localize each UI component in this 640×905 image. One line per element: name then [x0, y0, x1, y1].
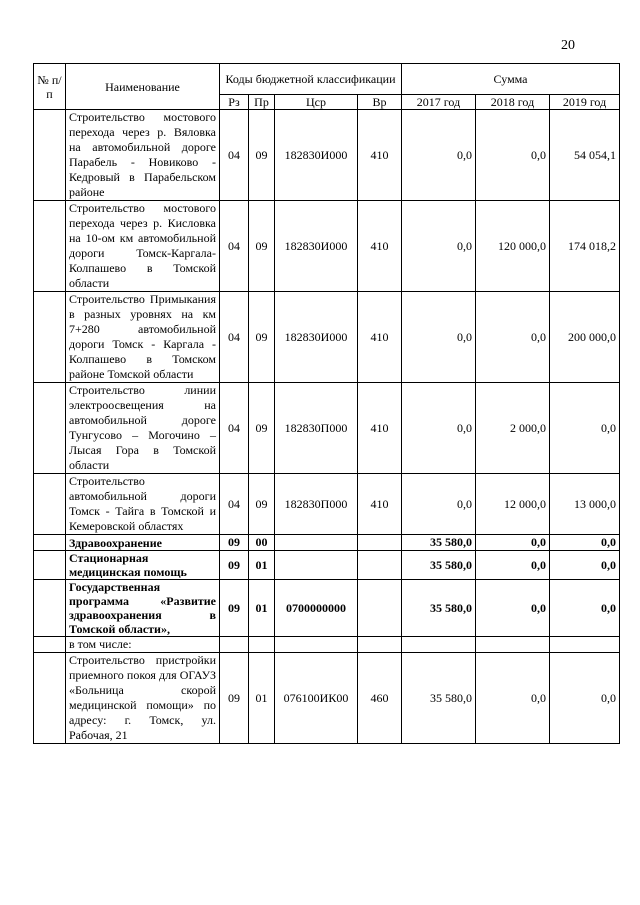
cell-name: в том числе: — [66, 637, 220, 653]
cell-vr — [358, 551, 402, 580]
cell-2019: 0,0 — [550, 580, 620, 637]
cell-name: Строительство автомобильной дороги Томск - Тайга в Томской и Кемеровской областях — [66, 474, 220, 535]
cell-rz: 09 — [220, 535, 249, 551]
cell-2018: 2 000,0 — [476, 383, 550, 474]
cell-num — [34, 580, 66, 637]
table-row — [34, 474, 620, 535]
cell-2019: 0,0 — [550, 535, 620, 551]
table-row — [34, 201, 620, 292]
cell-csr: 182830И000 — [275, 292, 358, 383]
cell-rz: 09 — [220, 653, 249, 744]
cell-pr: 01 — [249, 580, 275, 637]
cell-num — [34, 201, 66, 292]
cell-name: Здравоохранение — [66, 535, 220, 551]
cell-rz: 09 — [220, 551, 249, 580]
cell-csr — [275, 551, 358, 580]
cell-num — [34, 383, 66, 474]
cell-2017: 0,0 — [402, 383, 476, 474]
header-csr: Цср — [275, 95, 358, 110]
cell-num — [34, 653, 66, 744]
cell-2019: 0,0 — [550, 551, 620, 580]
table-row — [34, 535, 620, 551]
cell-pr: 00 — [249, 535, 275, 551]
table-row — [34, 292, 620, 383]
cell-rz: 04 — [220, 201, 249, 292]
cell-name: Строительство пристройки приемного покоя для ОГАУЗ «Больница скорой медицинской помощи» по адресу: г. Томск, ул. Рабочая, 21 — [66, 653, 220, 744]
cell-pr: 09 — [249, 201, 275, 292]
cell-2017: 0,0 — [402, 292, 476, 383]
cell-2018: 12 000,0 — [476, 474, 550, 535]
header-2019: 2019 год — [550, 95, 620, 110]
cell-vr: 410 — [358, 383, 402, 474]
cell-num — [34, 474, 66, 535]
header-pr: Пр — [249, 95, 275, 110]
cell-vr: 460 — [358, 653, 402, 744]
cell-name: Строительство мостового перехода через р. Вяловка на автомобильной дороге Парабель - Новиково - Кедровый в Парабельском районе — [66, 110, 220, 201]
cell-vr: 410 — [358, 201, 402, 292]
cell-2019 — [550, 637, 620, 653]
cell-num — [34, 551, 66, 580]
cell-2019: 13 000,0 — [550, 474, 620, 535]
cell-rz: 04 — [220, 292, 249, 383]
cell-csr: 182830П000 — [275, 383, 358, 474]
header-name: Наименование — [66, 64, 220, 110]
cell-2017: 0,0 — [402, 474, 476, 535]
cell-2018: 0,0 — [476, 292, 550, 383]
cell-csr: 182830П000 — [275, 474, 358, 535]
cell-name: Строительство мостового перехода через р. Кисловка на 10-ом км автомобильной дороги Томск-Каргала-Колпашево в Томской области — [66, 201, 220, 292]
cell-2017: 35 580,0 — [402, 551, 476, 580]
cell-pr: 09 — [249, 110, 275, 201]
cell-2018 — [476, 637, 550, 653]
header-2018: 2018 год — [476, 95, 550, 110]
cell-2019: 200 000,0 — [550, 292, 620, 383]
table-row — [34, 653, 620, 744]
table-row — [34, 551, 620, 580]
cell-2018: 0,0 — [476, 580, 550, 637]
header-rz: Рз — [220, 95, 249, 110]
page-number: 20 — [561, 38, 575, 53]
cell-csr: 182830И000 — [275, 201, 358, 292]
cell-2018: 0,0 — [476, 551, 550, 580]
cell-2018: 0,0 — [476, 535, 550, 551]
cell-name: Строительство Примыкания в разных уровнях на км 7+280 автомобильной дороги Томск - Каргала - Колпашево в Томском районе Томской области — [66, 292, 220, 383]
cell-pr: 09 — [249, 292, 275, 383]
cell-2019: 0,0 — [550, 653, 620, 744]
table-row — [34, 580, 620, 637]
cell-2018: 120 000,0 — [476, 201, 550, 292]
cell-pr — [249, 637, 275, 653]
cell-vr: 410 — [358, 474, 402, 535]
header-num: № п/п — [34, 64, 66, 110]
cell-2017: 0,0 — [402, 201, 476, 292]
cell-rz: 04 — [220, 110, 249, 201]
cell-vr — [358, 580, 402, 637]
cell-vr — [358, 637, 402, 653]
cell-2017: 35 580,0 — [402, 580, 476, 637]
cell-name: Государственная программа «Развитие здравоохранения в Томской области», — [66, 580, 220, 637]
table-row — [34, 637, 620, 653]
cell-vr: 410 — [358, 110, 402, 201]
cell-num — [34, 110, 66, 201]
cell-pr: 01 — [249, 551, 275, 580]
cell-rz: 09 — [220, 580, 249, 637]
cell-pr: 01 — [249, 653, 275, 744]
budget-table — [33, 63, 620, 744]
cell-rz: 04 — [220, 383, 249, 474]
cell-2017: 0,0 — [402, 110, 476, 201]
cell-csr — [275, 535, 358, 551]
cell-num — [34, 637, 66, 653]
header-2017: 2017 год — [402, 95, 476, 110]
table-body — [34, 110, 620, 744]
header-vr: Вр — [358, 95, 402, 110]
cell-num — [34, 535, 66, 551]
cell-2018: 0,0 — [476, 110, 550, 201]
cell-2017 — [402, 637, 476, 653]
cell-pr: 09 — [249, 474, 275, 535]
cell-rz: 04 — [220, 474, 249, 535]
cell-name: Строительство линии электроосвещения на автомобильной дороге Тунгусово – Могочино – Лысая Гора в Томской области — [66, 383, 220, 474]
cell-csr — [275, 637, 358, 653]
cell-2019: 174 018,2 — [550, 201, 620, 292]
header-sum: Сумма — [402, 64, 620, 95]
table-row — [34, 110, 620, 201]
cell-2017: 35 580,0 — [402, 535, 476, 551]
cell-name: Стационарная медицинская помощь — [66, 551, 220, 580]
cell-csr: 0700000000 — [275, 580, 358, 637]
cell-csr: 076100ИК00 — [275, 653, 358, 744]
cell-2019: 54 054,1 — [550, 110, 620, 201]
cell-vr: 410 — [358, 292, 402, 383]
cell-rz — [220, 637, 249, 653]
cell-2019: 0,0 — [550, 383, 620, 474]
cell-num — [34, 292, 66, 383]
cell-pr: 09 — [249, 383, 275, 474]
cell-2017: 35 580,0 — [402, 653, 476, 744]
cell-csr: 182830И000 — [275, 110, 358, 201]
cell-vr — [358, 535, 402, 551]
table-row — [34, 383, 620, 474]
header-codes: Коды бюджетной классификации — [220, 64, 402, 95]
cell-2018: 0,0 — [476, 653, 550, 744]
